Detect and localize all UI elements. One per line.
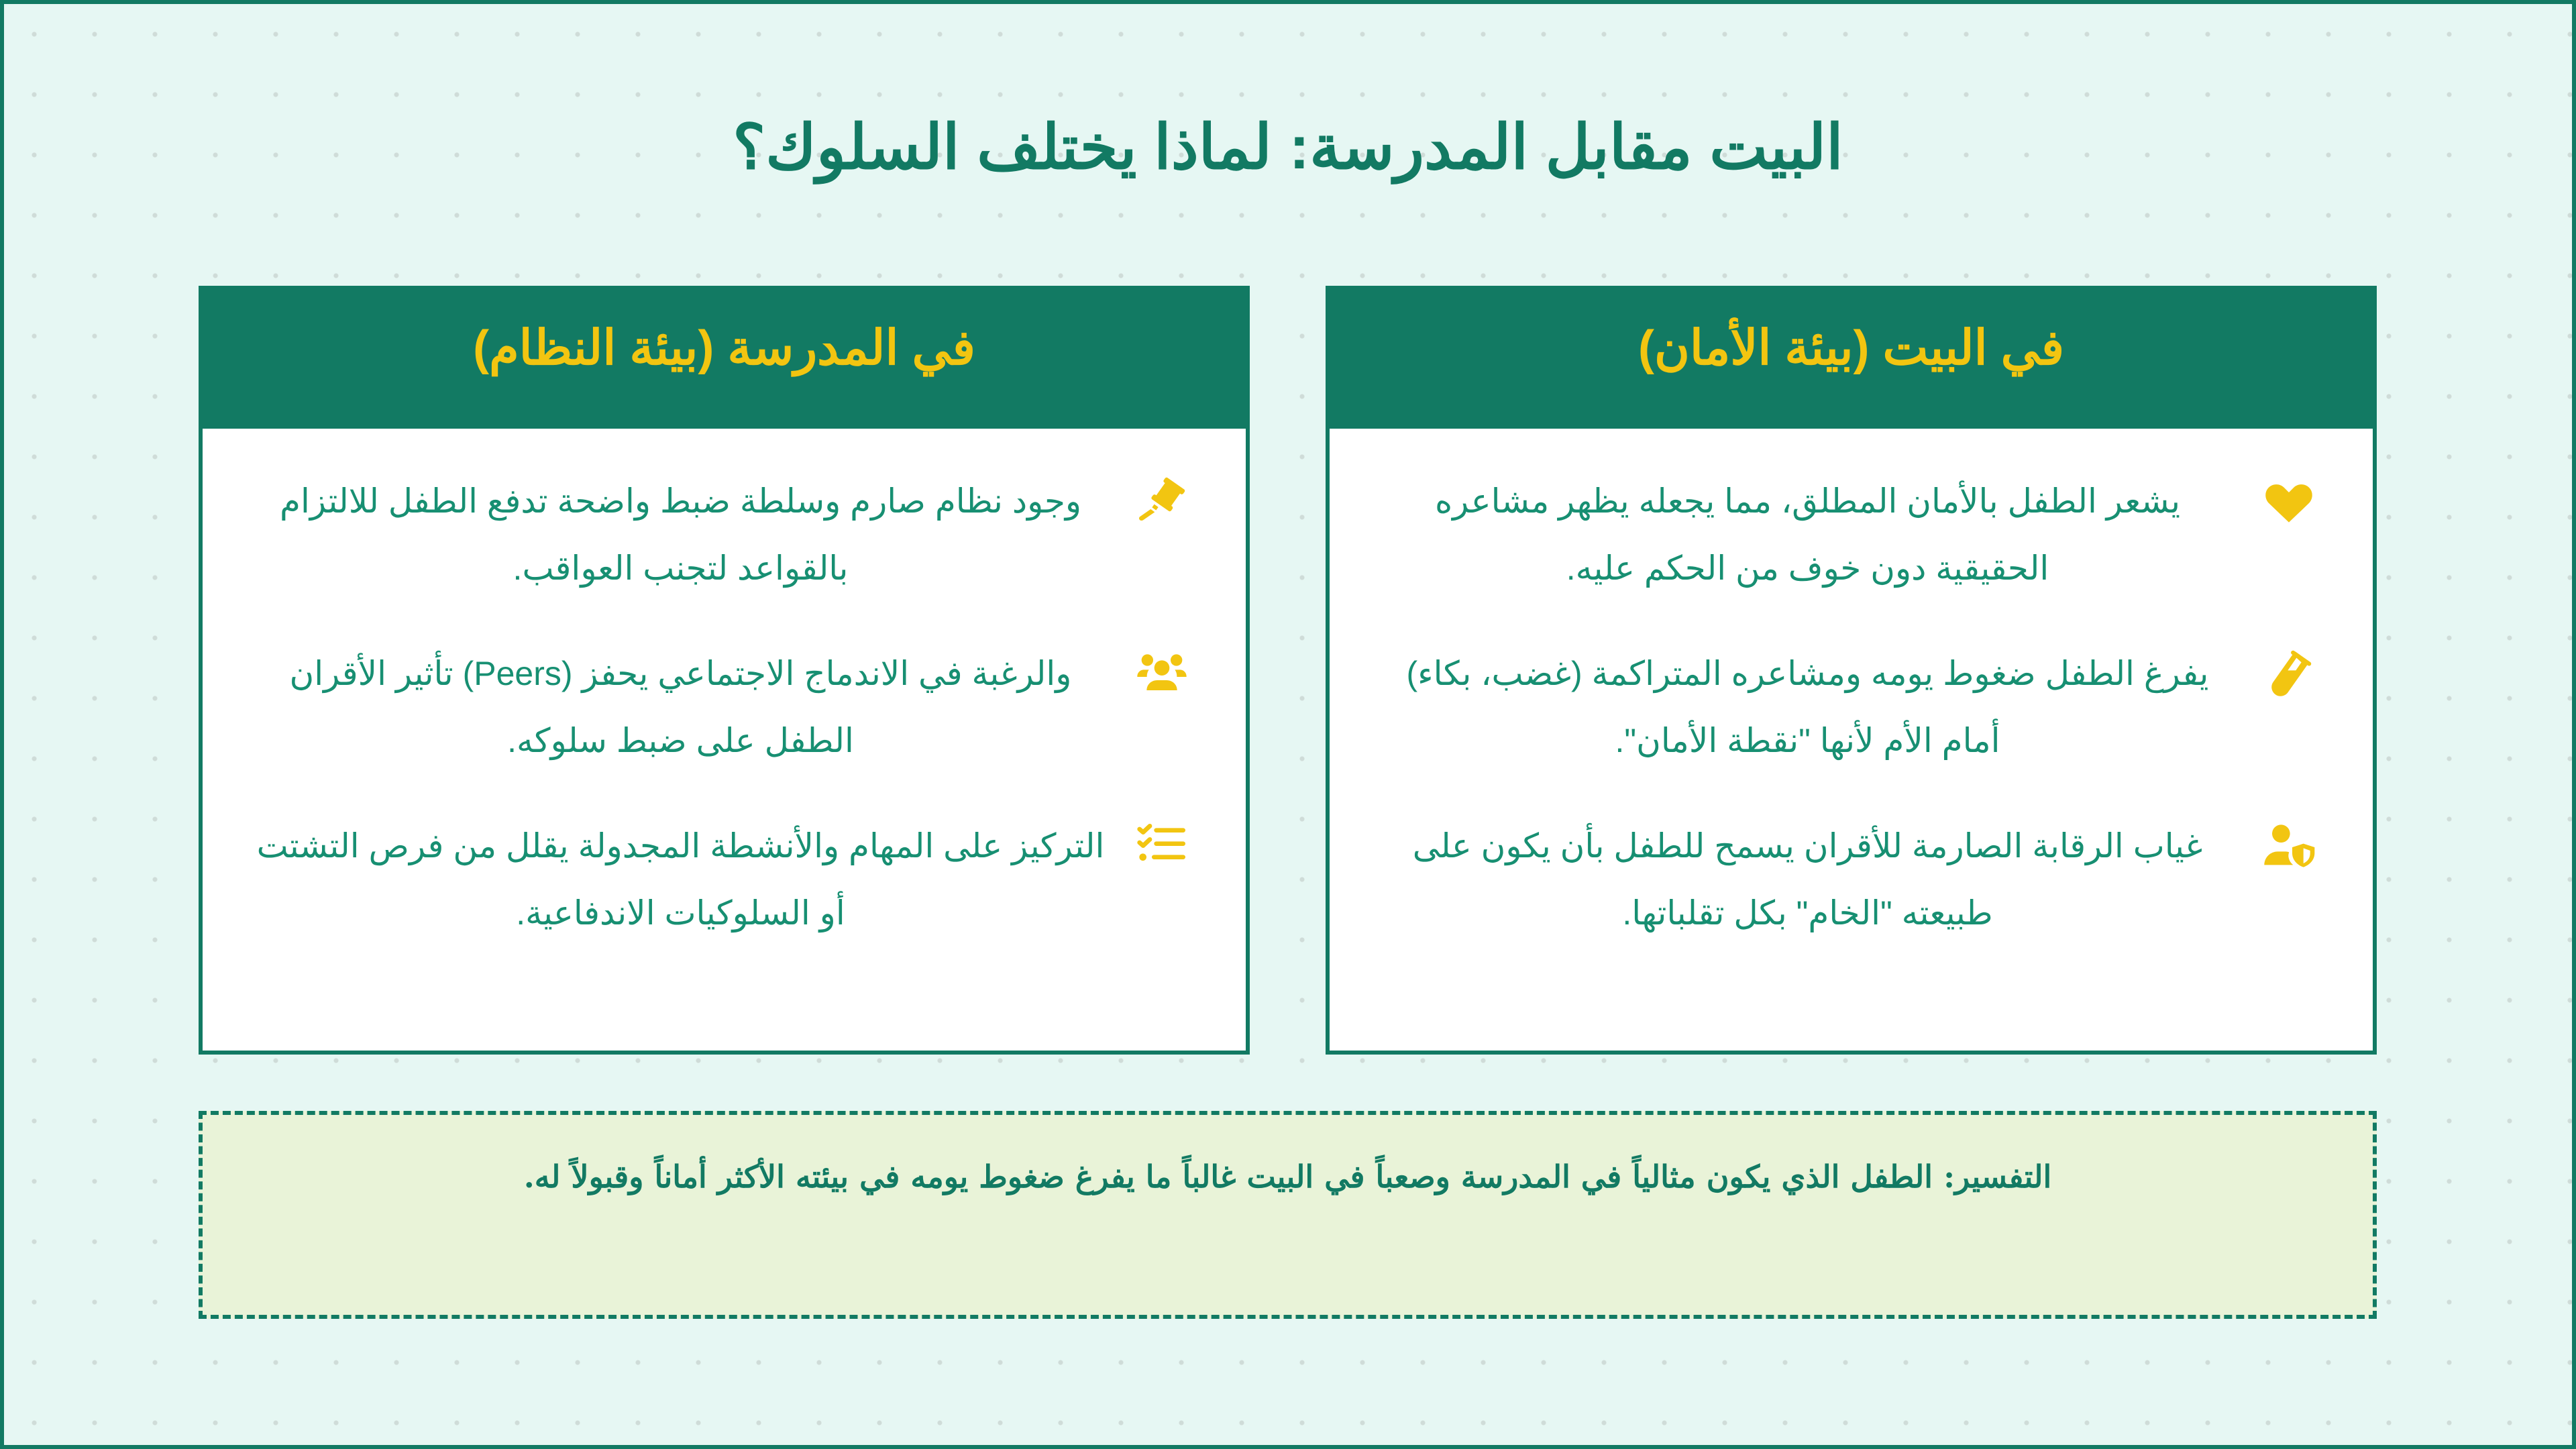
school-card bbox=[199, 286, 1250, 1055]
list-item bbox=[256, 468, 1192, 640]
list-item bbox=[256, 812, 1192, 985]
school-card-title: في المدرسة (بيئة النظام) bbox=[473, 321, 975, 375]
home-card bbox=[1326, 286, 2377, 1055]
interpretation-note bbox=[199, 1111, 2377, 1319]
gavel-icon bbox=[1132, 468, 1192, 535]
note-text: التفسير: الطفل الذي يكون مثالياً في المدرسة وصعباً في البيت غالباً ما يفرغ ضغوط يومه في بيئته الأكثر أماناً وقبولاً له. bbox=[523, 1159, 2052, 1195]
item-text: يشعر الطفل بالأمان المطلق، مما يجعله يظهر مشاعره الحقيقية دون خوف من الحكم عليه. bbox=[1434, 482, 2180, 587]
item-text: وجود نظام صارم وسلطة ضبط واضحة تدفع الطفل للالتزام بالقواعد لتجنب العواقب. bbox=[280, 482, 1081, 587]
item-text: غياب الرقابة الصارمة للأقران يسمح للطفل بأن يكون على طبيعته "الخام" بكل تقلباتها. bbox=[1412, 827, 2203, 932]
home-card-header bbox=[1330, 290, 2373, 429]
test-tube-icon bbox=[2259, 640, 2319, 707]
list-item bbox=[1383, 812, 2319, 985]
heart-icon bbox=[2259, 468, 2319, 535]
item-text: والرغبة في الاندماج الاجتماعي يحفز (Peers) تأثير الأقران الطفل على ضبط سلوكه. bbox=[289, 655, 1072, 759]
list-item bbox=[1383, 640, 2319, 812]
list-item bbox=[1383, 468, 2319, 640]
home-card-body bbox=[1330, 429, 2373, 985]
school-card-header bbox=[203, 290, 1246, 429]
page-title: البيت مقابل المدرسة: لماذا يختلف السلوك؟ bbox=[733, 113, 1843, 182]
item-text: التركيز على المهام والأنشطة المجدولة يقلل من فرص التشتت أو السلوكيات الاندفاعية. bbox=[256, 827, 1105, 932]
school-card-body bbox=[203, 429, 1246, 985]
home-card-title: في البيت (بيئة الأمان) bbox=[1638, 321, 2065, 375]
user-shield-icon bbox=[2259, 812, 2319, 879]
item-text: يفرغ الطفل ضغوط يومه ومشاعره المتراكمة (غضب، بكاء) أمام الأم لأنها "نقطة الأمان". bbox=[1406, 655, 2209, 759]
list-item bbox=[256, 640, 1192, 812]
users-group-icon bbox=[1132, 640, 1192, 707]
list-check-icon bbox=[1132, 812, 1192, 879]
